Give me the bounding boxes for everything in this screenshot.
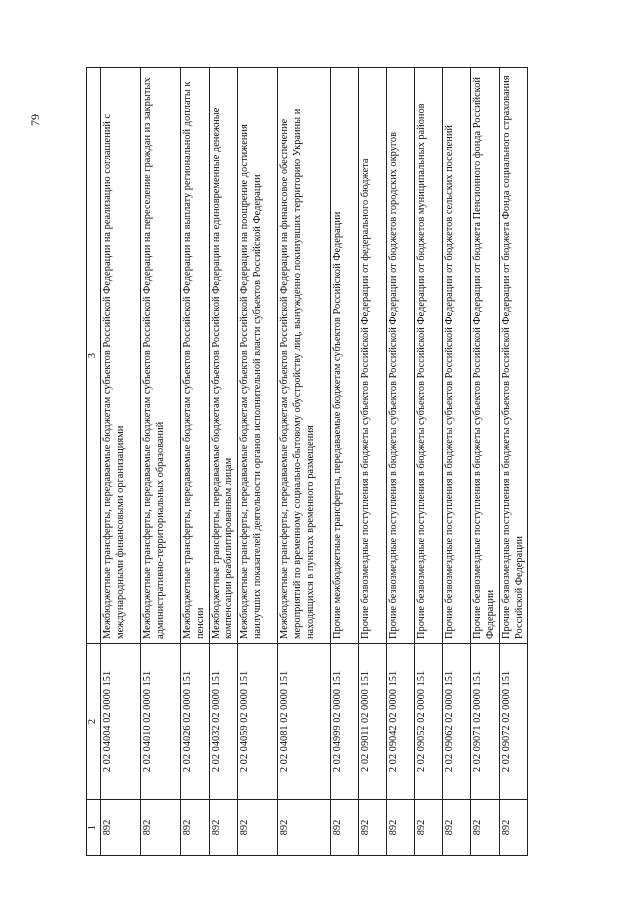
- table-header-row: [87, 68, 101, 856]
- admin-code-cell: 892: [471, 800, 500, 856]
- revenue-name-cell: Прочие безвозмездные поступления в бюджеты субъектов Российской Федерации от бюджетов городских округов: [387, 68, 415, 644]
- revenue-name-cell: Межбюджетные трансферты, передаваемые бюджетам субъектов Российской Федерации на единовременные денежные компенсации реабилитированным лицам: [209, 68, 238, 644]
- table-row: [278, 68, 331, 856]
- revenue-name-cell: Прочие безвозмездные поступления в бюджеты субъектов Российской Федерации от бюджета Фонда социального страхования Российской Федерации: [499, 68, 528, 644]
- admin-code-cell: 892: [387, 800, 415, 856]
- page-number: 79: [28, 114, 42, 126]
- admin-code-cell: 892: [209, 800, 238, 856]
- admin-code-cell: 892: [359, 800, 387, 856]
- column-header-3: 3: [87, 68, 101, 644]
- revenue-code-cell: 2 02 09011 02 0000 151: [359, 644, 387, 800]
- revenue-name-cell: Межбюджетные трансферты, передаваемые бюджетам субъектов Российской Федерации на поощрение достижения наилучших показателей деятельности органов исполнительной власти субъектов Российской Федерации: [238, 68, 278, 644]
- revenue-name-cell: Межбюджетные трансферты, передаваемые бюджетам субъектов Российской Федерации на переселение граждан из закрытых административно-территориальных образований: [141, 68, 181, 644]
- revenue-code-cell: 2 02 04032 02 0000 151: [209, 644, 238, 800]
- admin-code-cell: 892: [331, 800, 359, 856]
- admin-code-cell: 892: [101, 800, 141, 856]
- table-row: [331, 68, 359, 856]
- revenue-code-cell: 2 02 04010 02 0000 151: [141, 644, 181, 800]
- table-row: [443, 68, 471, 856]
- revenue-code-cell: 2 02 04026 02 0000 151: [181, 644, 210, 800]
- table-row: [141, 68, 181, 856]
- table-row: [181, 68, 210, 856]
- column-header-2: 2: [87, 644, 101, 800]
- table-row: [238, 68, 278, 856]
- revenue-code-cell: 2 02 09071 02 0000 151: [471, 644, 500, 800]
- revenue-name-cell: Прочие межбюджетные трансферты, передаваемые бюджетам субъектов Российской Федерации: [331, 68, 359, 644]
- revenue-code-cell: 2 02 09042 02 0000 151: [387, 644, 415, 800]
- table-row: [101, 68, 141, 856]
- revenue-name-cell: Межбюджетные трансферты, передаваемые бюджетам субъектов Российской Федерации на финансовое обеспечение мероприятий по временному социально-бытовому обустройству лиц, вынужденно покинувших территорию Украины и находящихся в пунктах временного размещения: [278, 68, 331, 644]
- revenue-name-cell: Межбюджетные трансферты, передаваемые бюджетам субъектов Российской Федерации на выплату региональной доплаты к пенсии: [181, 68, 210, 644]
- revenue-code-cell: 2 02 04004 02 0000 151: [101, 644, 141, 800]
- table-row: [209, 68, 238, 856]
- revenue-code-cell: 2 02 04999 02 0000 151: [331, 644, 359, 800]
- table-row: [471, 68, 500, 856]
- revenue-name-cell: Прочие безвозмездные поступления в бюджеты субъектов Российской Федерации от бюджетов муниципальных районов: [415, 68, 443, 644]
- revenue-name-cell: Прочие безвозмездные поступления в бюджеты субъектов Российской Федерации от федерального бюджета: [359, 68, 387, 644]
- revenue-code-cell: 2 02 04081 02 0000 151: [278, 644, 331, 800]
- rotated-table-container: [86, 68, 564, 856]
- table-row: [387, 68, 415, 856]
- revenue-name-cell: Прочие безвозмездные поступления в бюджеты субъектов Российской Федерации от бюджетов сельских поселений: [443, 68, 471, 644]
- column-header-1: 1: [87, 800, 101, 856]
- revenue-code-cell: 2 02 09052 02 0000 151: [415, 644, 443, 800]
- revenue-name-cell: Прочие безвозмездные поступления в бюджеты субъектов Российской Федерации от бюджета Пенсионного фонда Российской Федерации: [471, 68, 500, 644]
- admin-code-cell: 892: [181, 800, 210, 856]
- admin-code-cell: 892: [415, 800, 443, 856]
- revenue-code-cell: 2 02 09062 02 0000 151: [443, 644, 471, 800]
- admin-code-cell: 892: [238, 800, 278, 856]
- admin-code-cell: 892: [278, 800, 331, 856]
- admin-code-cell: 892: [499, 800, 528, 856]
- table-row: [359, 68, 387, 856]
- table-row: [415, 68, 443, 856]
- budget-revenue-table: [86, 67, 528, 856]
- admin-code-cell: 892: [443, 800, 471, 856]
- revenue-name-cell: Межбюджетные трансферты, передаваемые бюджетам субъектов Российской Федерации на реализацию соглашений с международными финансовыми организациями: [101, 68, 141, 644]
- revenue-code-cell: 2 02 09072 02 0000 151: [499, 644, 528, 800]
- table-row: [499, 68, 528, 856]
- revenue-code-cell: 2 02 04059 02 0000 151: [238, 644, 278, 800]
- admin-code-cell: 892: [141, 800, 181, 856]
